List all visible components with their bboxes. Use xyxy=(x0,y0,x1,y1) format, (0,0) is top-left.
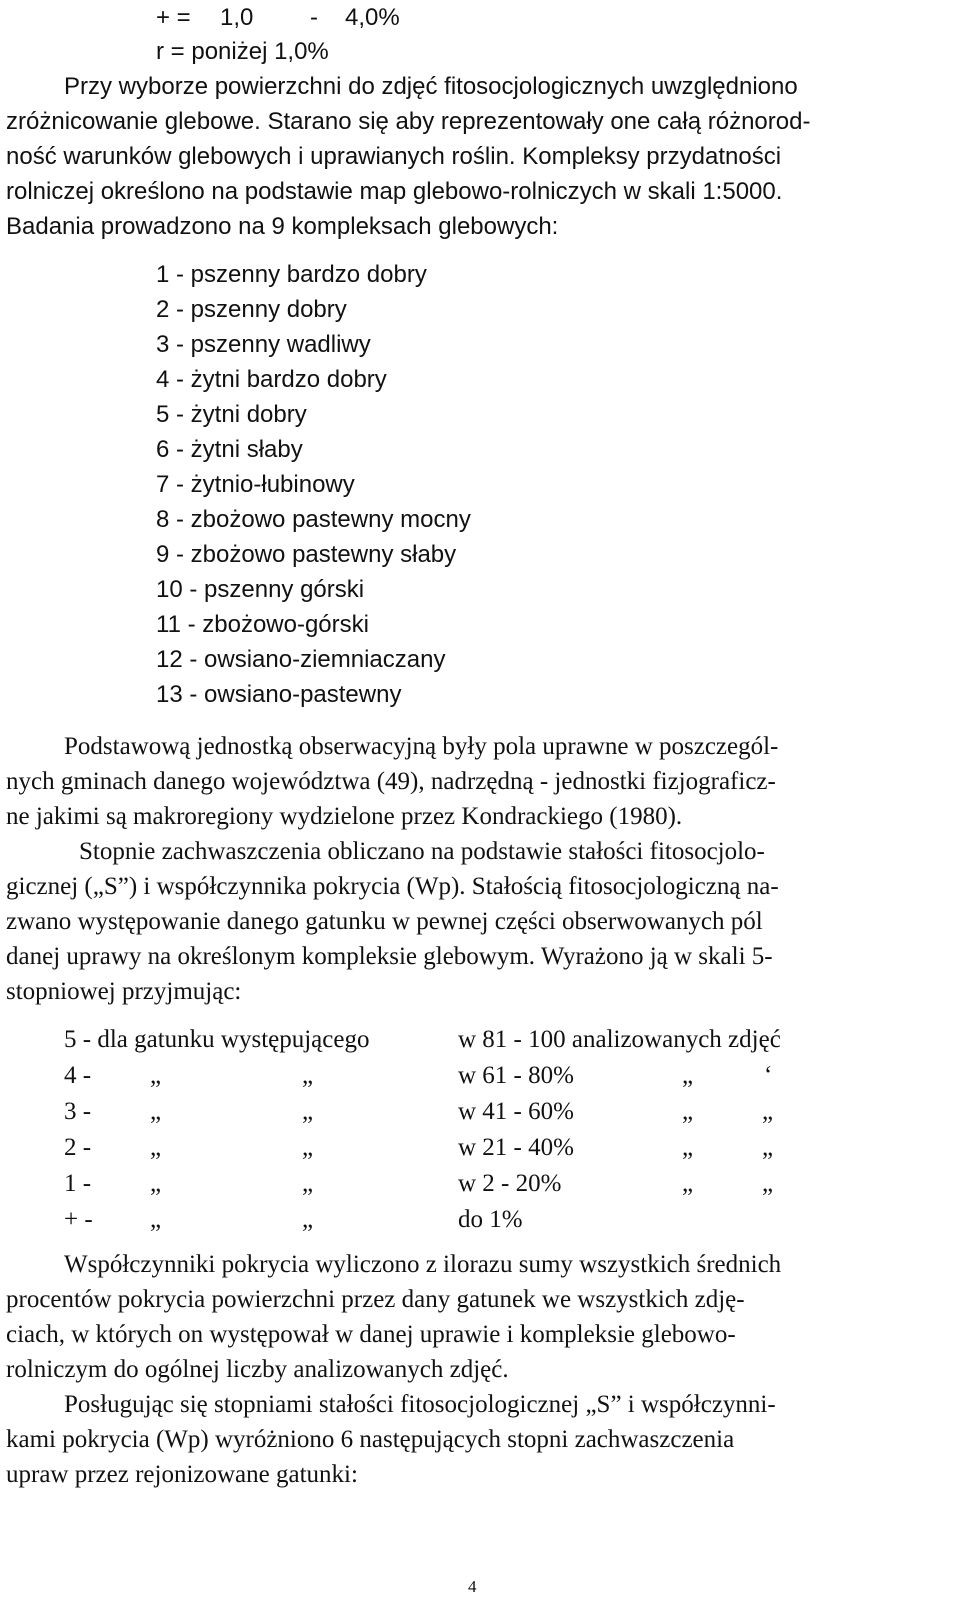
list-item: 10 - pszenny górski xyxy=(156,576,365,603)
ditto-mark: „ xyxy=(302,1134,314,1161)
ditto-mark: „ xyxy=(682,1098,694,1125)
list-item: 3 - pszenny wadliwy xyxy=(156,331,371,358)
paragraph2-line: Podstawową jednostką obserwacyjną były pola uprawne w poszczegól- xyxy=(64,733,779,760)
paragraph3-line: ciach, w których on występował w danej uprawie i kompleksie glebowo- xyxy=(6,1321,736,1348)
grade-cell: 3 - xyxy=(64,1098,92,1125)
grade-cell: 1 - xyxy=(64,1170,92,1197)
list-item: 2 - pszenny dobry xyxy=(156,296,347,323)
range-cell: w 61 - 80% xyxy=(458,1062,574,1089)
range-cell: w 41 - 60% xyxy=(458,1098,574,1125)
list-item: 1 - pszenny bardzo dobry xyxy=(156,261,427,288)
scale-line-plus-dash: - xyxy=(310,4,318,31)
ditto-mark: „ xyxy=(682,1062,694,1089)
paragraph2-line: danej uprawy na określonym kompleksie glebowym. Wyrażono ją w skali 5- xyxy=(6,943,773,970)
range-cell: w 21 - 40% xyxy=(458,1134,574,1161)
ditto-mark: „ xyxy=(302,1170,314,1197)
list-item: 13 - owsiano-pastewny xyxy=(156,681,402,708)
list-item: 12 - owsiano-ziemniaczany xyxy=(156,646,446,673)
paragraph2-line: gicznej („S”) i współczynnika pokrycia (Wp). Stałością fitosocjologiczną na- xyxy=(6,873,779,900)
list-item: 6 - żytni słaby xyxy=(156,436,303,463)
paragraph3-line: Współczynniki pokrycia wyliczono z ilorazu sumy wszystkich średnich xyxy=(64,1251,782,1278)
ditto-mark: „ xyxy=(762,1098,774,1125)
ditto-mark: „ xyxy=(682,1170,694,1197)
paragraph3-line: Posługując się stopniami stałości fitosocjologicznej „S” i współczynni- xyxy=(64,1391,776,1418)
grade-cell: 5 - dla gatunku występującego xyxy=(64,1026,370,1053)
paragraph1-line: Badania prowadzono na 9 kompleksach glebowych: xyxy=(6,213,559,240)
paragraph3-line: kami pokrycia (Wp) wyróżniono 6 następujących stopni zachwaszczenia xyxy=(6,1426,735,1453)
paragraph2-line: nych gminach danego województwa (49), nadrzędną - jednostki fizjograficz- xyxy=(6,768,776,795)
list-item: 8 - zbożowo pastewny mocny xyxy=(156,506,471,533)
ditto-mark: „ xyxy=(150,1134,162,1161)
range-cell: do 1% xyxy=(458,1206,523,1233)
paragraph1-line: Przy wyborze powierzchni do zdjęć fitosocjologicznych uwzględniono xyxy=(64,73,798,100)
list-item: 11 - zbożowo-górski xyxy=(156,611,369,638)
list-item: 5 - żytni dobry xyxy=(156,401,307,428)
list-item: 7 - żytnio-łubinowy xyxy=(156,471,355,498)
paragraph3-line: upraw przez rejonizowane gatunki: xyxy=(6,1461,358,1488)
paragraph1-line: zróżnicowanie glebowe. Starano się aby reprezentowały one całą różnorod- xyxy=(6,108,811,135)
list-item: 4 - żytni bardzo dobry xyxy=(156,366,387,393)
paragraph2-line: ne jakimi są makroregiony wydzielone przez Kondrackiego (1980). xyxy=(6,803,683,830)
range-cell: w 2 - 20% xyxy=(458,1170,562,1197)
ditto-mark: „ xyxy=(762,1134,774,1161)
ditto-mark: „ xyxy=(150,1170,162,1197)
ditto-mark: „ xyxy=(302,1062,314,1089)
paragraph2-line: stopniowej przyjmując: xyxy=(6,978,242,1005)
ditto-mark: „ xyxy=(150,1098,162,1125)
grade-cell: + - xyxy=(64,1206,93,1233)
ditto-mark: „ xyxy=(682,1134,694,1161)
scale-line-plus-mid: 1,0 xyxy=(220,4,254,31)
list-item: 9 - zbożowo pastewny słaby xyxy=(156,541,457,568)
scale-line-plus-left: + = xyxy=(156,4,191,31)
paragraph1-line: ność warunków glebowych i uprawianych roślin. Kompleksy przydatności xyxy=(6,143,782,170)
ditto-mark: ‘ xyxy=(764,1062,773,1089)
paragraph3-line: procentów pokrycia powierzchni przez dany gatunek we wszystkich zdję- xyxy=(6,1286,745,1313)
grade-cell: 4 - xyxy=(64,1062,92,1089)
ditto-mark: „ xyxy=(302,1206,314,1233)
paragraph1-line: rolniczej określono na podstawie map glebowo-rolniczych w skali 1:5000. xyxy=(6,178,783,205)
grade-cell: 2 - xyxy=(64,1134,92,1161)
paragraph2-line: zwano występowanie danego gatunku w pewnej części obserwowanych pól xyxy=(6,908,763,935)
paragraph3-line: rolniczym do ogólnej liczby analizowanych zdjęć. xyxy=(6,1356,509,1383)
ditto-mark: „ xyxy=(302,1098,314,1125)
range-cell: w 81 - 100 analizowanych zdjęć xyxy=(458,1026,781,1053)
paragraph2-line: Stopnie zachwaszczenia obliczano na podstawie stałości fitosocjolo- xyxy=(79,838,765,865)
ditto-mark: „ xyxy=(150,1062,162,1089)
scale-line-plus-right: 4,0% xyxy=(345,4,400,31)
page-number: 4 xyxy=(468,1577,477,1596)
ditto-mark: „ xyxy=(762,1170,774,1197)
scale-line-r: r = poniżej 1,0% xyxy=(156,38,329,65)
ditto-mark: „ xyxy=(150,1206,162,1233)
